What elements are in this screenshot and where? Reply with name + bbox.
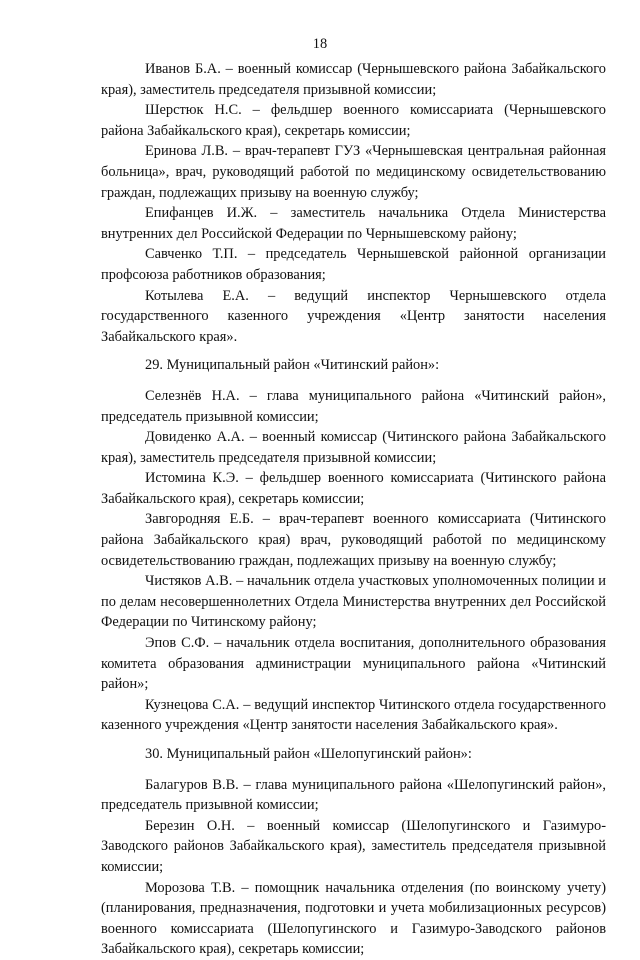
member-entry: Березин О.Н. – военный комиссар (Шелопугинского и Газимуро-Заводского районов Забайкальского края), заместитель председателя призывной комиссии;	[101, 817, 606, 875]
member-entry: Завгородняя Е.Б. – врач-терапевт военного комиссариата (Читинского района Забайкальского края) врач, руководящий работой по медицинскому освидетельствованию граждан, подлежащих призыву на военную службу;	[101, 511, 606, 569]
member-entry: Селезнёв Н.А. – глава муниципального района «Читинский район», председатель призывной комиссии;	[101, 387, 606, 425]
document-body	[101, 59, 606, 960]
member-entry: Шерстюк Н.С. – фельдшер военного комиссариата (Чернышевского района Забайкальского края), секретарь комиссии;	[101, 102, 606, 139]
member-entry: Чистяков А.В. – начальник отдела участковых уполномоченных полиции и по делам несовершеннолетних Отдела Министерства внутренних дел Российской Федерации по Читинскому району;	[101, 573, 606, 631]
member-entry: Котылева Е.А. – ведущий инспектор Чернышевского отдела государственного казенного учреждения «Центр занятости населения Забайкальского края».	[101, 287, 606, 345]
member-entry: Морозова Т.В. – помощник начальника отделения (по воинскому учету) (планирования, предназначения, подготовки и учета мобилизационных ресурсов) военного комиссариата (Шелопугинского и Газимуро-Заводского районов Забайкальского края), секретарь комиссии;	[101, 879, 606, 958]
member-entry: Епифанцев И.Ж. – заместитель начальника Отдела Министерства внутренних дел Российской Федерации по Чернышевскому району;	[101, 205, 606, 242]
member-entry: Иванов Б.А. – военный комиссар (Чернышевского района Забайкальского края), заместитель председателя призывной комиссии;	[101, 61, 606, 98]
member-entry: Истомина К.Э. – фельдшер военного комиссариата (Читинского района Забайкальского края), секретарь комиссии;	[101, 470, 606, 507]
member-entry: Еринова Л.В. – врач-терапевт ГУЗ «Чернышевская центральная районная больница», врач, руководящий работой по медицинскому освидетельствованию граждан, подлежащих призыву на военную службу;	[101, 143, 606, 201]
member-entry: Кузнецова С.А. – ведущий инспектор Читинского отдела государственного казенного учреждения «Центр занятости населения Забайкальского края».	[101, 696, 606, 734]
section-heading: 30. Муниципальный район «Шелопугинский район»:	[145, 746, 472, 762]
member-entry: Савченко Т.П. – председатель Чернышевской районной организации профсоюза работников образования;	[101, 246, 606, 283]
page-number: 18	[312, 36, 328, 52]
member-entry: Довиденко А.А. – военный комиссар (Читинского района Забайкальского края), заместитель председателя призывной комиссии;	[101, 429, 606, 466]
section-heading: 29. Муниципальный район «Читинский район»:	[145, 357, 440, 374]
member-entry: Балагуров В.В. – глава муниципального района «Шелопугинский район», председатель призывной комиссии;	[101, 776, 606, 814]
member-entry: Эпов С.Ф. – начальник отдела воспитания, дополнительного образования комитета образования администрации муниципального района «Читинский район»;	[101, 635, 606, 693]
